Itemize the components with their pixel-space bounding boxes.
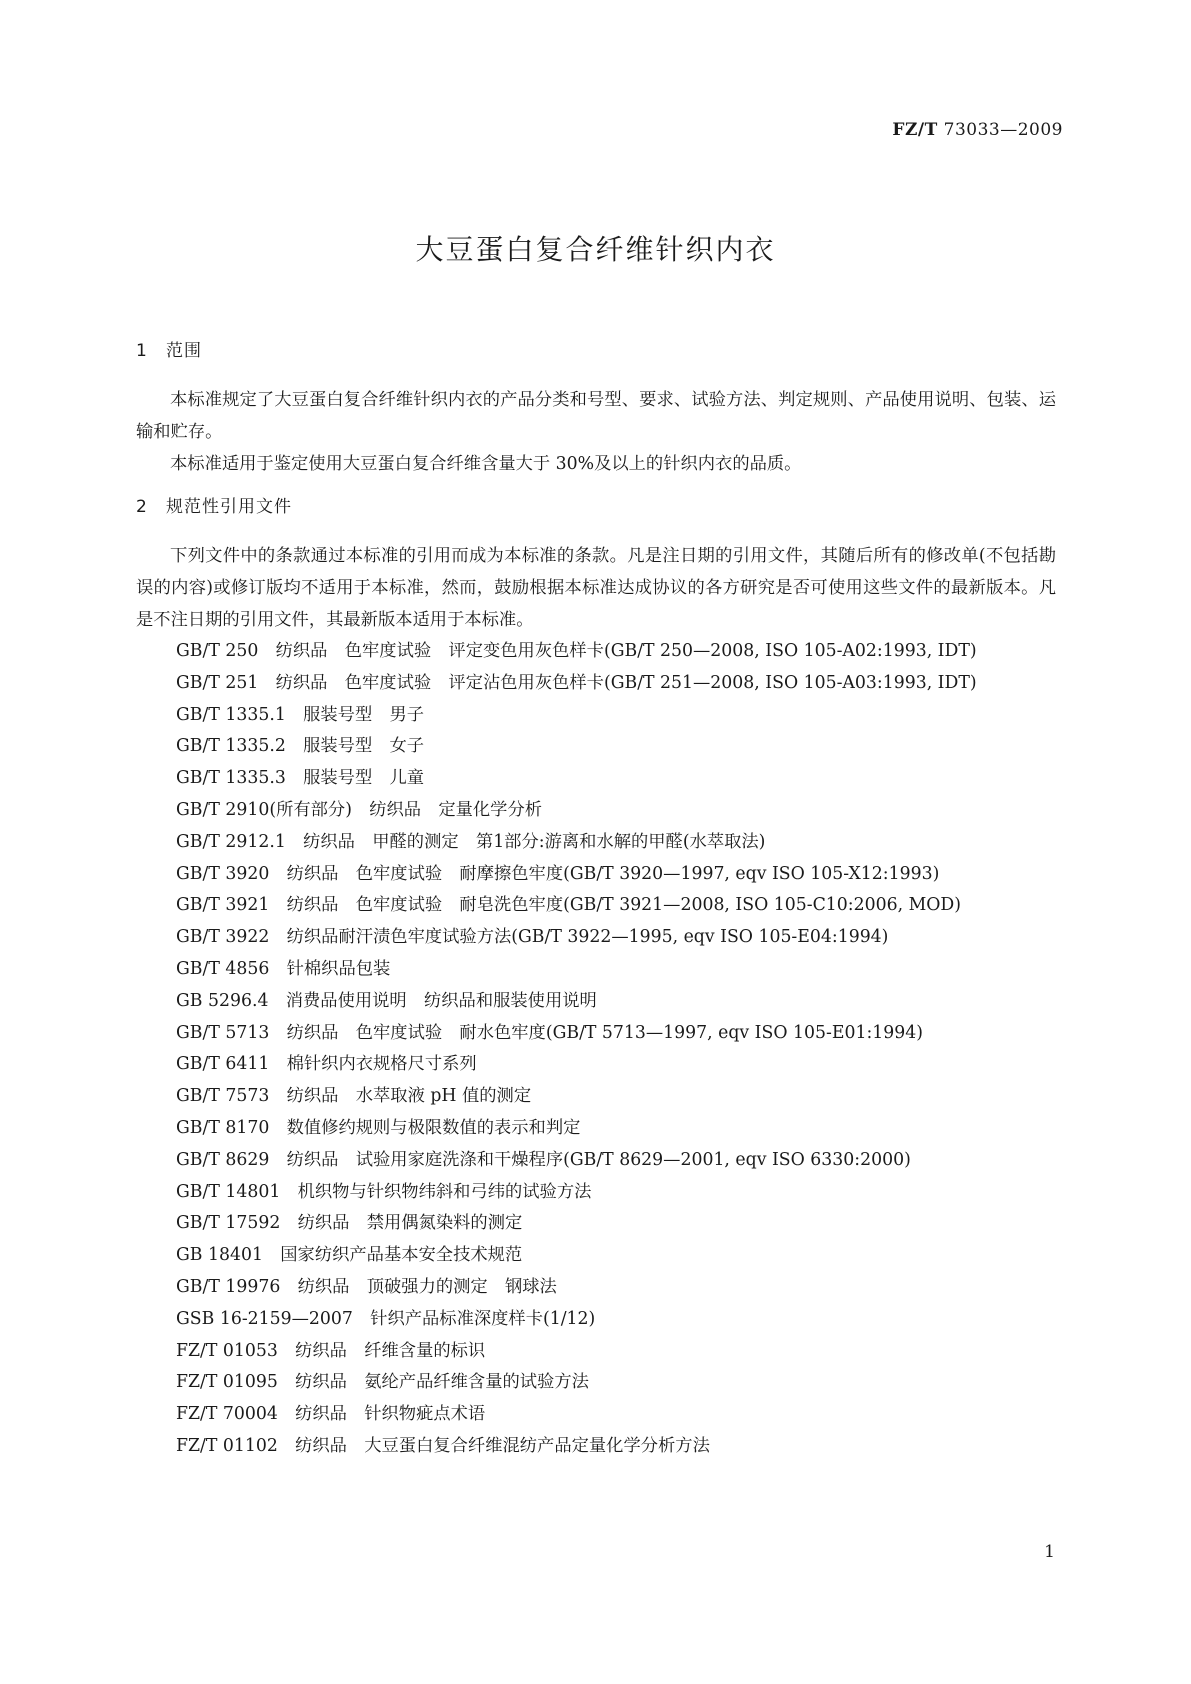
section-number: 1 (136, 341, 148, 361)
reference-item: GB/T 5713 纺织品 色牢度试验 耐水色牢度(GB/T 5713—1997, eqv ISO 105-E01:1994) (176, 1022, 923, 1043)
reference-item: GB/T 17592 纺织品 禁用偶氮染料的测定 (176, 1213, 523, 1234)
page-number: 1 (1044, 1542, 1055, 1562)
section-title: 规范性引用文件 (166, 497, 292, 517)
document-code-number: 73033—2009 (937, 120, 1063, 140)
reference-item: GB/T 2912.1 纺织品 甲醛的测定 第1部分:游离和水解的甲醛(水萃取法) (176, 831, 766, 852)
paragraph: 本标准规定了大豆蛋白复合纤维针织内衣的产品分类和号型、要求、试验方法、判定规则、产品使用说明、包装、运输和贮存。 (136, 390, 1056, 442)
document-title: 大豆蛋白复合纤维针织内衣 (415, 233, 776, 266)
reference-item: GB/T 4856 针棉织品包装 (176, 958, 391, 979)
reference-item: GB/T 250 纺织品 色牢度试验 评定变色用灰色样卡(GB/T 250—2008, ISO 105-A02:1993, IDT) (176, 641, 977, 661)
reference-item: FZ/T 70004 纺织品 针织物疵点术语 (176, 1404, 486, 1425)
reference-item: GB/T 3922 纺织品耐汗渍色牢度试验方法(GB/T 3922—1995, eqv ISO 105-E04:1994) (176, 927, 889, 948)
reference-item: GB/T 19976 纺织品 顶破强力的测定 钢球法 (176, 1276, 557, 1297)
document-body (136, 336, 1056, 1463)
reference-item: GB/T 3920 纺织品 色牢度试验 耐摩擦色牢度(GB/T 3920—1997, eqv ISO 105-X12:1993) (176, 863, 940, 884)
reference-item: GB/T 6411 棉针织内衣规格尺寸系列 (176, 1054, 477, 1075)
reference-item: GB 5296.4 消费品使用说明 纺织品和服装使用说明 (176, 990, 597, 1011)
reference-item: GB 18401 国家纺织产品基本安全技术规范 (176, 1245, 523, 1266)
reference-item: GB/T 1335.2 服装号型 女子 (176, 736, 425, 757)
reference-item: FZ/T 01102 纺织品 大豆蛋白复合纤维混纺产品定量化学分析方法 (176, 1435, 710, 1456)
reference-item: FZ/T 01053 纺织品 纤维含量的标识 (176, 1340, 486, 1361)
reference-item: GB/T 8629 纺织品 试验用家庭洗涤和干燥程序(GB/T 8629—2001, eqv ISO 6330:2000) (176, 1149, 911, 1170)
section-1-heading (136, 336, 1056, 366)
reference-item: GB/T 251 纺织品 色牢度试验 评定沾色用灰色样卡(GB/T 251—2008, ISO 105-A03:1993, IDT) (176, 672, 977, 693)
document-code (892, 120, 1063, 140)
paragraph: 下列文件中的条款通过本标准的引用而成为本标准的条款。凡是注日期的引用文件，其随后所有的修改单(不包括勘误的内容)或修订版均不适用于本标准，然而，鼓励根据本标准达成协议的各方研究是否可使用这些文件的最新版本。凡是不注日期的引用文件，其最新版本适用于本标准。 (136, 546, 1056, 630)
section-2-heading (136, 492, 1056, 522)
document-code-prefix: FZ/T (892, 120, 938, 140)
section-title: 范围 (166, 341, 202, 361)
paragraph: 本标准适用于鉴定使用大豆蛋白复合纤维含量大于 30%及以上的针织内衣的品质。 (170, 454, 802, 474)
reference-item: GB/T 8170 数值修约规则与极限数值的表示和判定 (176, 1117, 581, 1138)
reference-item: GB/T 7573 纺织品 水萃取液 pH 值的测定 (176, 1086, 532, 1107)
reference-item: GSB 16-2159—2007 针织产品标准深度样卡(1/12) (176, 1308, 596, 1329)
reference-item: FZ/T 01095 纺织品 氨纶产品纤维含量的试验方法 (176, 1372, 589, 1393)
reference-item: GB/T 14801 机织物与针织物纬斜和弓纬的试验方法 (176, 1181, 592, 1202)
reference-item: GB/T 3921 纺织品 色牢度试验 耐皂洗色牢度(GB/T 3921—2008, ISO 105-C10:2006, MOD) (176, 895, 962, 916)
reference-item: GB/T 1335.3 服装号型 儿童 (176, 768, 425, 789)
section-number: 2 (136, 497, 148, 517)
reference-item: GB/T 1335.1 服装号型 男子 (176, 704, 425, 725)
reference-item: GB/T 2910(所有部分) 纺织品 定量化学分析 (176, 799, 543, 820)
